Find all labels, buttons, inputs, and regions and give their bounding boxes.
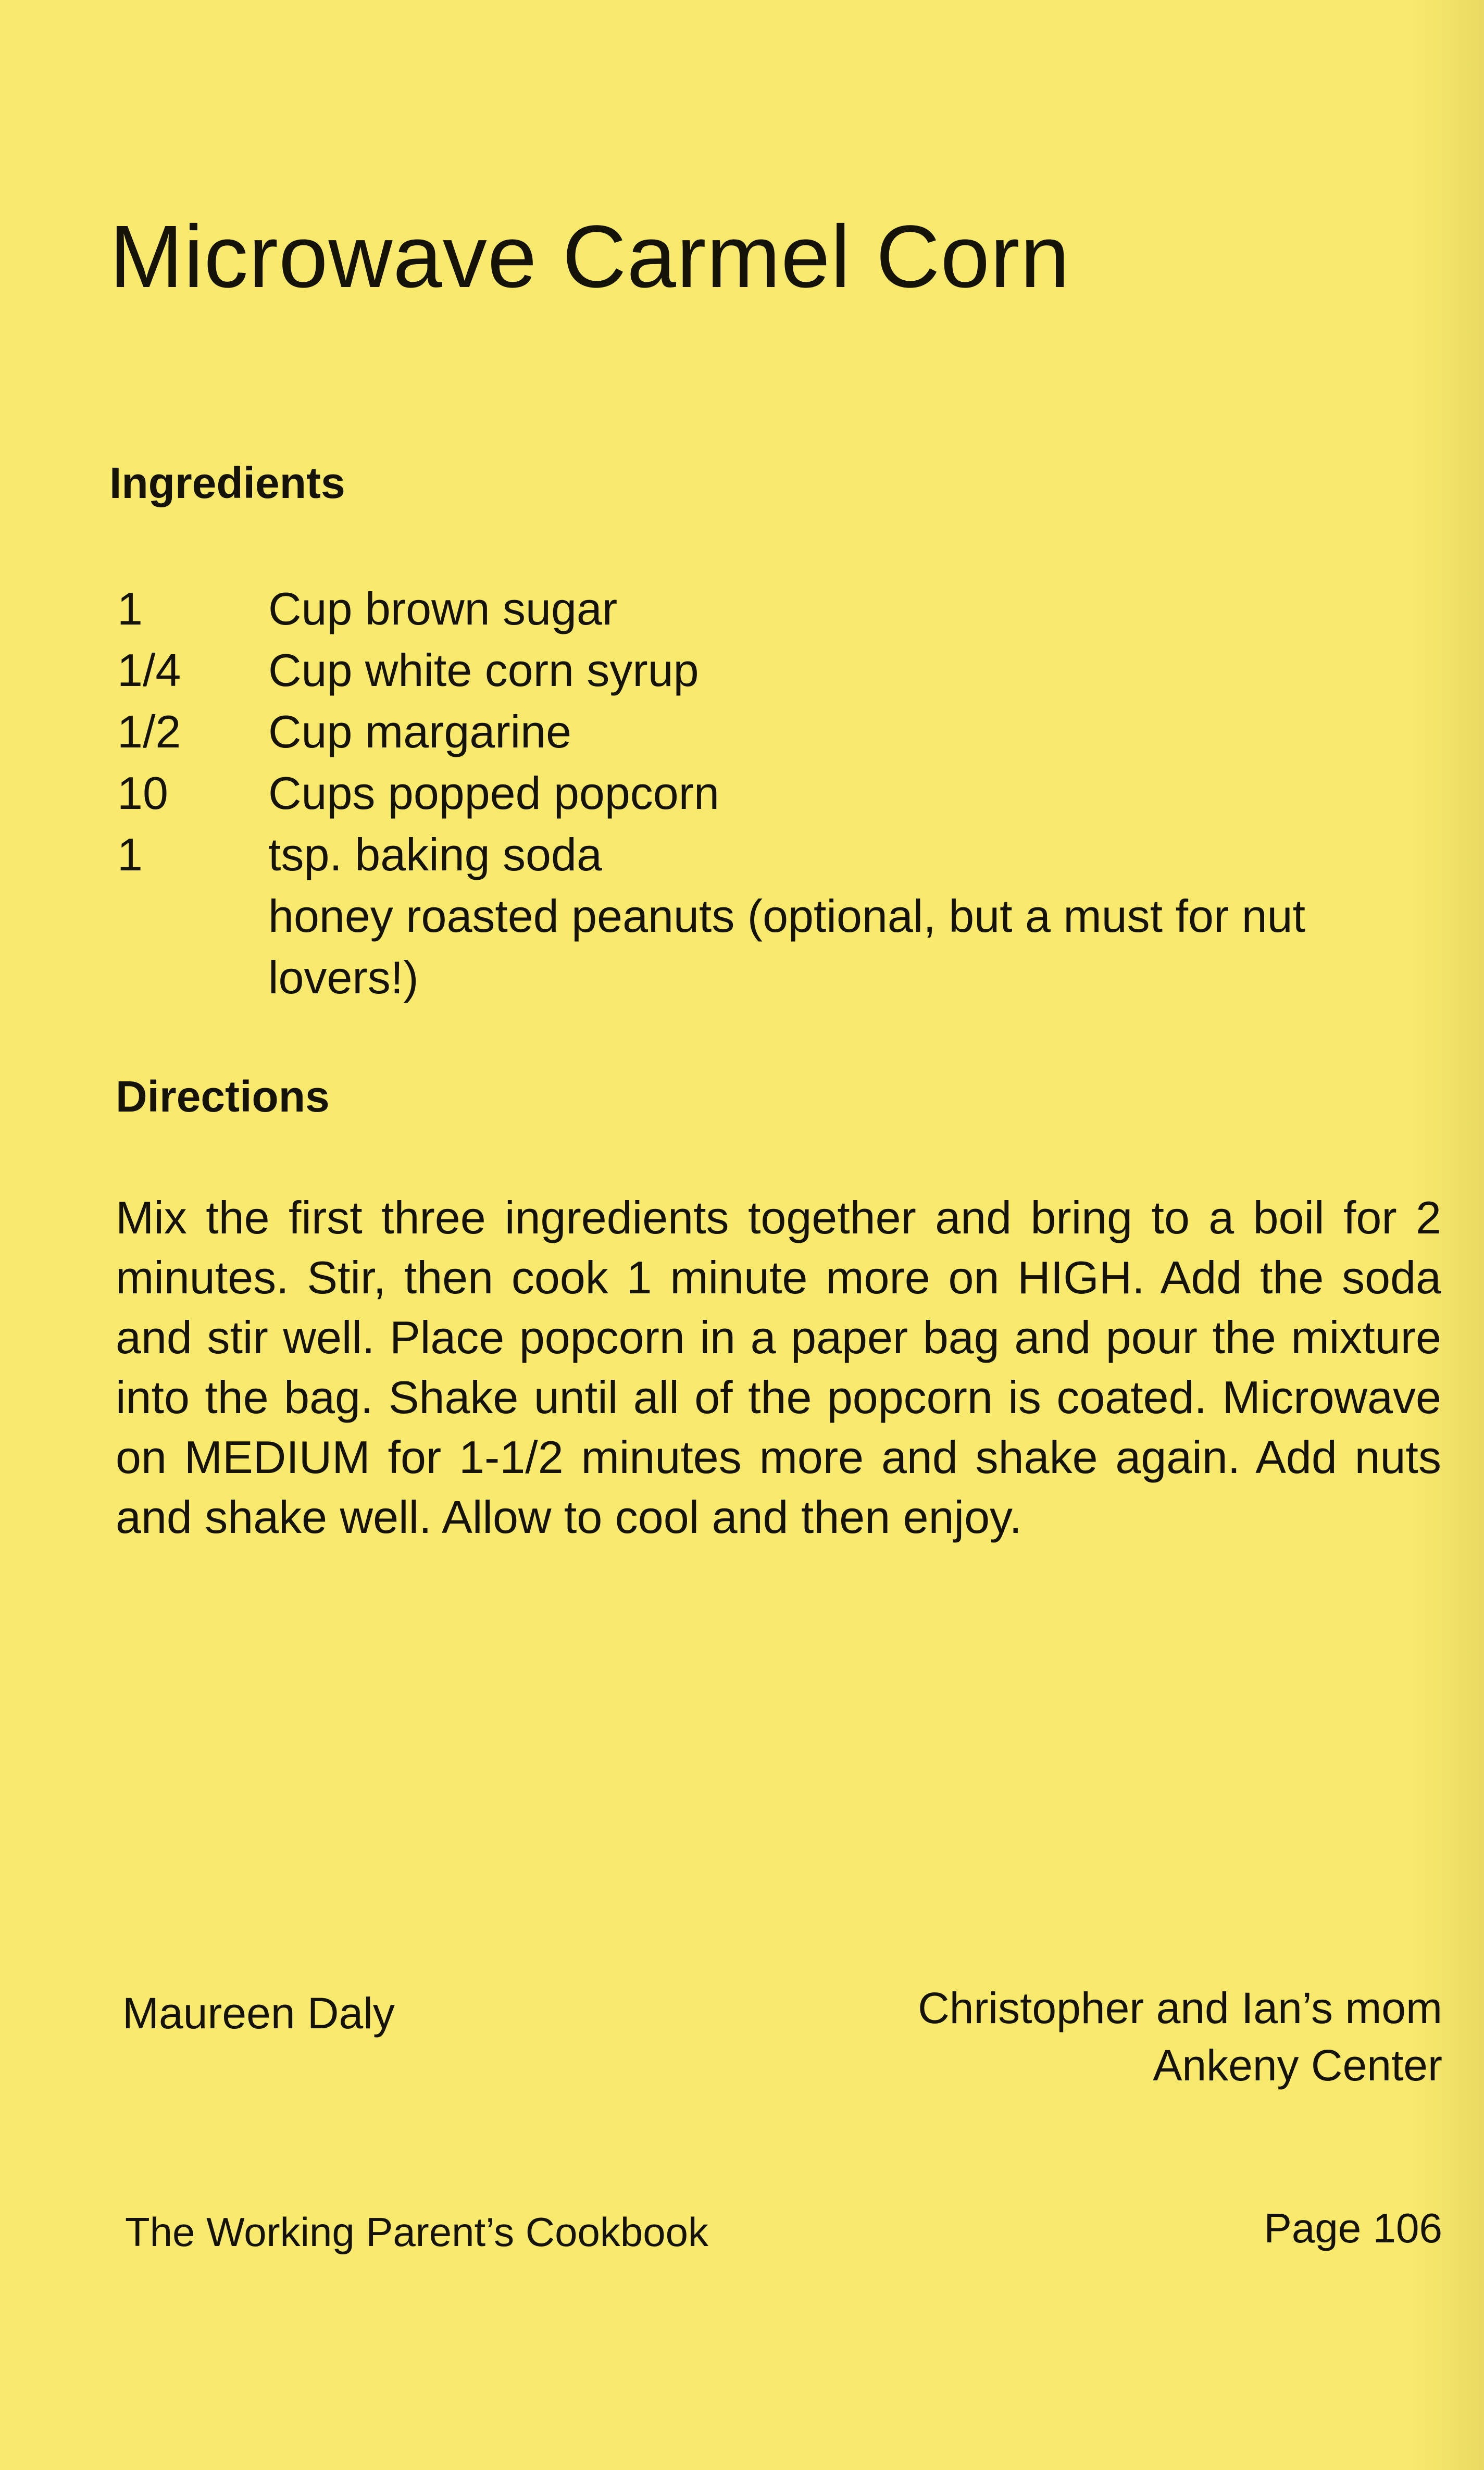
ingredient-quantity: [117, 885, 268, 1008]
ingredient-quantity: 1: [117, 829, 143, 880]
ingredient-row: [117, 885, 1451, 1008]
directions-heading: Directions: [116, 1072, 330, 1121]
contributor-name: Maureen Daly: [122, 1989, 395, 2038]
ingredient-quantity: 1/4: [117, 644, 181, 696]
ingredient-row: [117, 578, 1451, 640]
ingredients-list: [117, 578, 1451, 1008]
ingredient-row: [117, 701, 1451, 763]
book-title: The Working Parent’s Cookbook: [125, 2209, 709, 2255]
ingredient-quantity: 10: [117, 767, 168, 819]
ingredient-name: tsp. baking soda: [268, 829, 602, 880]
page-number: Page 106: [1264, 2205, 1442, 2251]
ingredient-row: [117, 824, 1451, 885]
recipe-title: Microwave Carmel Corn: [109, 207, 1070, 306]
ingredients-heading: Ingredients: [109, 458, 345, 507]
ingredient-name: honey roasted peanuts (optional, but a must for nut lovers!): [268, 890, 1306, 1003]
ingredient-row: [117, 640, 1451, 701]
ingredient-name: Cup white corn syrup: [268, 644, 699, 696]
ingredient-name: Cups popped popcorn: [268, 767, 719, 819]
ingredient-name: Cup margarine: [268, 706, 572, 757]
ingredient-name: Cup brown sugar: [268, 583, 618, 634]
ingredient-quantity: 1/2: [117, 706, 181, 757]
contributor-note: [918, 1979, 1442, 2094]
contributor-note-line: Ankeny Center: [1153, 2041, 1442, 2090]
contributor-note-line: Christopher and Ian’s mom: [918, 1984, 1442, 2032]
directions-text: Mix the first three ingredients together and bring to a boil for 2 minutes. Stir, then cook 1 minute more on HIGH. Add the soda and stir well. Place popcorn in a paper bag and pour the mixture into the bag. Shake until all of the popcorn is coated. Microwave on MEDIUM for 1-1/2 minutes more and shake again. Add nuts and shake well. Allow to cool and then enjoy.: [116, 1192, 1441, 1543]
ingredient-row: [117, 763, 1451, 824]
ingredient-quantity: 1: [117, 583, 143, 634]
